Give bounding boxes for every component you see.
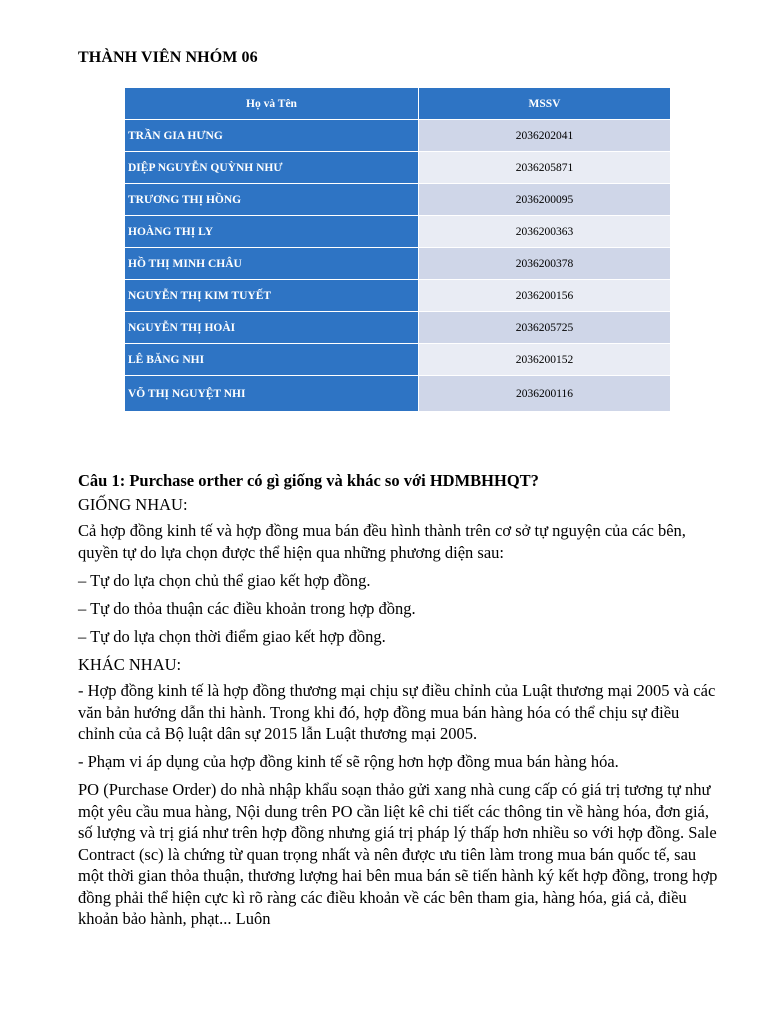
group-title: THÀNH VIÊN NHÓM 06 bbox=[78, 49, 258, 66]
table-row bbox=[125, 280, 671, 312]
different-heading: KHÁC NHAU: bbox=[78, 654, 182, 674]
member-id: 2036200152 bbox=[419, 344, 671, 376]
member-name: HỒ THỊ MINH CHÂU bbox=[125, 248, 419, 280]
table-header-row bbox=[125, 88, 671, 120]
table-row bbox=[125, 376, 671, 412]
member-name: TRƯƠNG THỊ HỒNG bbox=[125, 184, 419, 216]
member-name: TRẦN GIA HƯNG bbox=[125, 120, 419, 152]
body-text bbox=[78, 470, 718, 936]
member-name: LÊ BĂNG NHI bbox=[125, 344, 419, 376]
member-id: 2036200116 bbox=[419, 376, 671, 412]
column-header-name: Họ và Tên bbox=[125, 88, 419, 120]
different-point: - Phạm vi áp dụng của hợp đồng kinh tế sẽ rộng hơn hợp đồng mua bán hàng hóa. bbox=[78, 752, 619, 771]
similar-heading: GIỐNG NHAU: bbox=[78, 494, 188, 514]
member-id: 2036200378 bbox=[419, 248, 671, 280]
member-id: 2036200363 bbox=[419, 216, 671, 248]
member-id: 2036200095 bbox=[419, 184, 671, 216]
question-heading: Câu 1: Purchase orther có gì giống và khác so với HDMBHHQT? bbox=[78, 471, 539, 490]
table-row bbox=[125, 184, 671, 216]
similar-point: – Tự do thỏa thuận các điều khoản trong hợp đồng. bbox=[78, 598, 416, 618]
members-table bbox=[124, 87, 671, 412]
member-name: NGUYỄN THỊ HOÀI bbox=[125, 312, 419, 344]
table-row bbox=[125, 216, 671, 248]
member-id: 2036200156 bbox=[419, 280, 671, 312]
member-name: NGUYỄN THỊ KIM TUYẾT bbox=[125, 280, 419, 312]
member-id: 2036202041 bbox=[419, 120, 671, 152]
column-header-id: MSSV bbox=[419, 88, 671, 120]
similar-point: – Tự do lựa chọn chủ thể giao kết hợp đồng. bbox=[78, 570, 371, 590]
member-id: 2036205725 bbox=[419, 312, 671, 344]
member-name: HOÀNG THỊ LY bbox=[125, 216, 419, 248]
member-name: VÕ THỊ NGUYỆT NHI bbox=[125, 376, 419, 412]
po-paragraph: PO (Purchase Order) do nhà nhập khẩu soạn thảo gửi xang nhà cung cấp có giá trị tương tự như một yêu cầu mua hàng, Nội dung trên PO cần liệt kê chi tiết các thông tin về hàng hóa, đơn giá, số lượng và trị giá như trên hợp đồng nhưng giá trị pháp lý thấp hơn nhiều so với hợp đồng. Sale Contract (sc) là chứng từ quan trọng nhất và nên được ưu tiên làm trong mua bán quốc tế, sau một thời gian thỏa thuận, thương lượng hai bên mua bán sẽ tiến hành ký kết hợp đồng, trong hợp đồng phải thể hiện cực kì rõ ràng các điều khoản về các bên tham gia, hàng hóa, giá cả, điều khoản bảo hành, phạt... Luôn bbox=[78, 780, 718, 928]
table-row bbox=[125, 120, 671, 152]
member-name: DIỆP NGUYỄN QUỲNH NHƯ bbox=[125, 152, 419, 184]
table-row bbox=[125, 344, 671, 376]
similar-point: – Tự do lựa chọn thời điểm giao kết hợp đồng. bbox=[78, 626, 386, 646]
table-row bbox=[125, 248, 671, 280]
table-row bbox=[125, 312, 671, 344]
similar-intro-paragraph: Cả hợp đồng kinh tế và hợp đồng mua bán đều hình thành trên cơ sở tự nguyện của các bên, quyền tự do lựa chọn được thể hiện qua những phương diện sau: bbox=[78, 521, 686, 562]
member-id: 2036205871 bbox=[419, 152, 671, 184]
table-row bbox=[125, 152, 671, 184]
different-point: - Hợp đồng kinh tế là hợp đồng thương mại chịu sự điều chỉnh của Luật thương mại 2005 và các văn bản hướng dẫn thi hành. Trong khi đó, hợp đồng mua bán hàng hóa có thể chịu sự điều chỉnh của cả Bộ luật dân sự 2015 lẫn Luật thương mại 2005. bbox=[78, 681, 716, 743]
